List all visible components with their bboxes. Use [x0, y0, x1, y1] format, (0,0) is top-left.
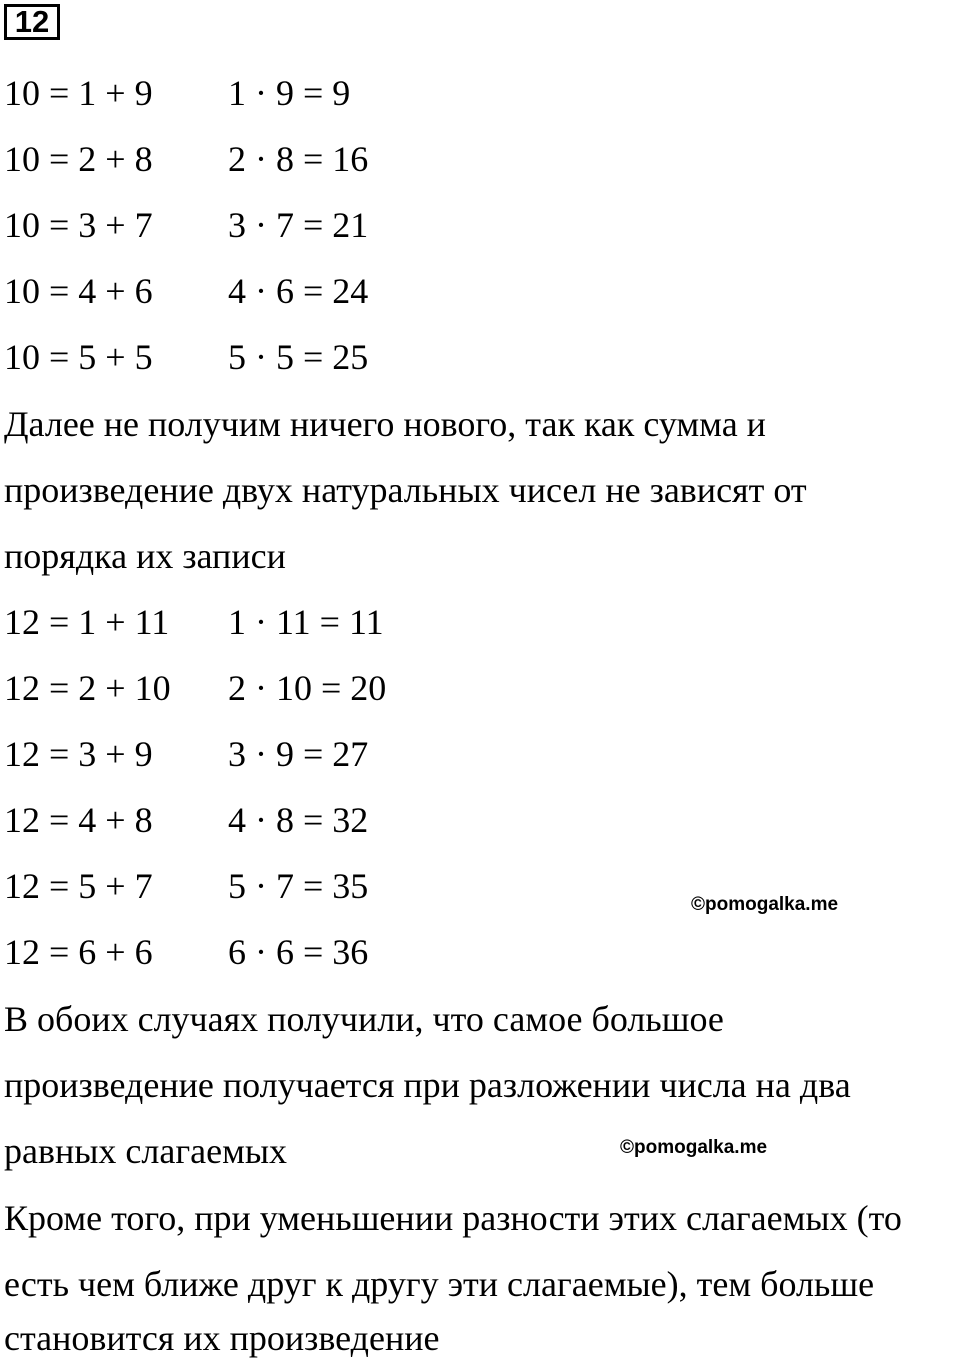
- sum-equation: 12 = 6 + 6: [4, 932, 153, 972]
- product-equation: 4 · 6 = 24: [228, 271, 369, 311]
- sum-equation: 10 = 1 + 9: [4, 73, 153, 113]
- product-equation: 2 · 8 = 16: [228, 139, 369, 179]
- product-equation: 1 · 11 = 11: [228, 602, 384, 642]
- note-line: Далее не получим ничего нового, так как сумма и: [4, 404, 766, 444]
- final-line: есть чем ближе друг к другу эти слагаемые), тем больше: [4, 1264, 875, 1304]
- equation-row: [4, 787, 368, 853]
- product-equation: 6 · 6 = 36: [228, 932, 369, 972]
- product-equation: 1 · 9 = 9: [228, 73, 351, 113]
- conclusion-line: В обоих случаях получили, что самое большое: [4, 999, 724, 1039]
- watermark: ©pomogalka.me: [691, 894, 839, 915]
- equation-row: [4, 126, 368, 192]
- product-equation: 5 · 5 = 25: [228, 337, 369, 377]
- product-equation: 2 · 10 = 20: [228, 668, 387, 708]
- sum-equation: 12 = 2 + 10: [4, 668, 171, 708]
- equation-row: [4, 919, 368, 985]
- sum-equation: 10 = 3 + 7: [4, 205, 153, 245]
- product-equation: 3 · 9 = 27: [228, 734, 369, 774]
- note-line: порядка их записи: [4, 536, 286, 576]
- equation-row: [4, 589, 384, 655]
- conclusion-line: произведение получается при разложении числа на два: [4, 1065, 851, 1105]
- watermark: ©pomogalka.me: [620, 1137, 768, 1158]
- sum-equation: 10 = 4 + 6: [4, 271, 153, 311]
- final-line: становится их произведение: [4, 1318, 440, 1358]
- equation-row: [4, 60, 350, 126]
- conclusion-line: равных слагаемых: [4, 1131, 288, 1171]
- sum-equation: 12 = 5 + 7: [4, 866, 153, 906]
- equation-row: [4, 655, 386, 721]
- product-equation: 5 · 7 = 35: [228, 866, 369, 906]
- product-equation: 4 · 8 = 32: [228, 800, 369, 840]
- final-line: Кроме того, при уменьшении разности этих слагаемых (то: [4, 1198, 902, 1238]
- product-equation: 3 · 7 = 21: [228, 205, 369, 245]
- sum-equation: 12 = 3 + 9: [4, 734, 153, 774]
- equation-row: [4, 258, 368, 324]
- sum-equation: 10 = 2 + 8: [4, 139, 153, 179]
- sum-equation: 12 = 4 + 8: [4, 800, 153, 840]
- equation-row: [4, 324, 368, 390]
- equation-row: [4, 721, 368, 787]
- note-line: произведение двух натуральных чисел не зависят от: [4, 470, 807, 510]
- sum-equation: 12 = 1 + 11: [4, 602, 170, 642]
- task-number-box: 12: [4, 4, 60, 40]
- sum-equation: 10 = 5 + 5: [4, 337, 153, 377]
- equation-row: [4, 853, 368, 919]
- equation-row: [4, 192, 368, 258]
